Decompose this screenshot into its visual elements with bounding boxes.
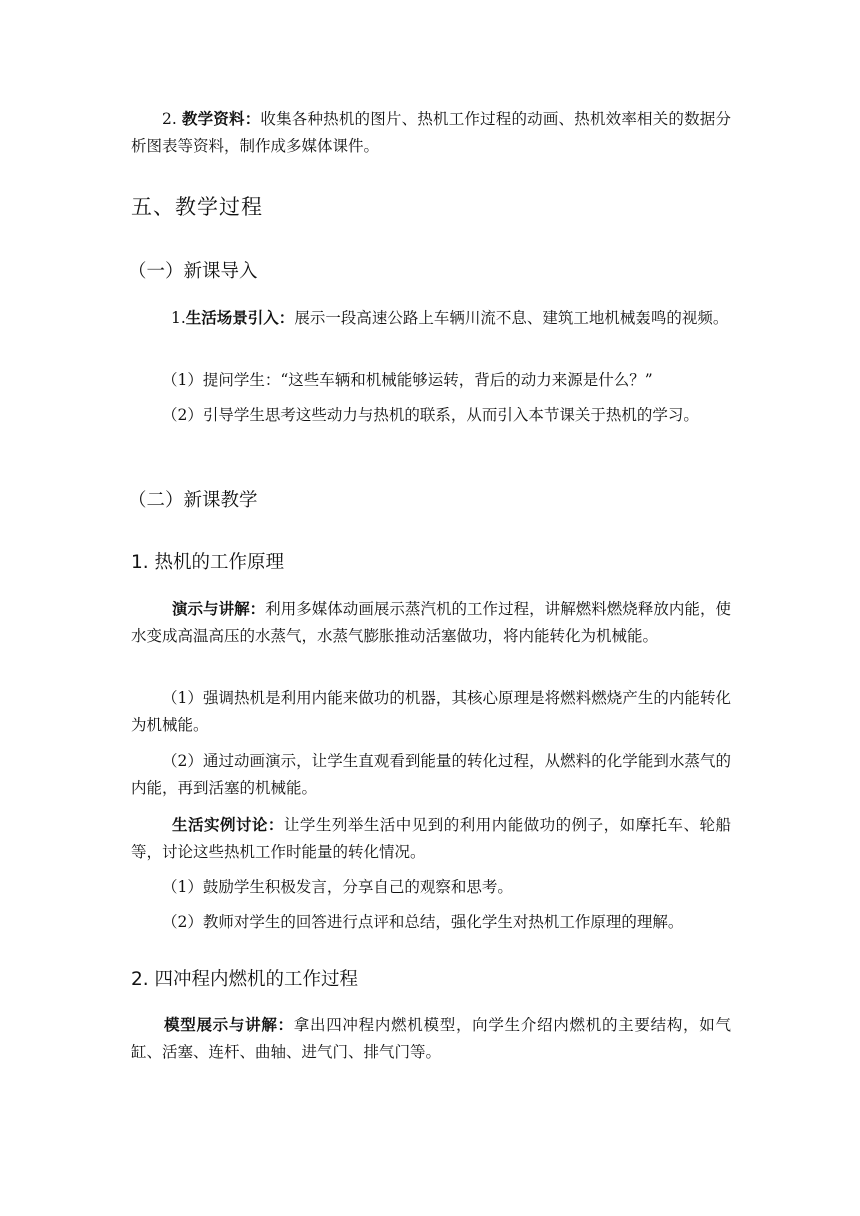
paragraph-teacher-review-2: （2）教师对学生的回答进行点评和总结，强化学生对热机工作原理的理解。 <box>162 913 684 931</box>
subheading-new-lesson: （二）新课教学 <box>128 490 258 511</box>
section-heading-teaching-process: 五、教学过程 <box>131 195 263 219</box>
paragraph-text: 展示一段高速公路上车辆川流不息、建筑工地机械轰鸣的视频。 <box>294 309 729 327</box>
paragraph-emphasize-1: （1）强调热机是利用内能来做功的机器，其核心原理是将燃料燃烧产生的内能转化为机械能。 <box>131 689 731 734</box>
paragraph-model-display <box>131 1011 731 1066</box>
bold-lead: 生活实例讨论： <box>172 815 284 834</box>
item-number: 1. <box>171 309 186 327</box>
paragraph-question-1: （1）提问学生：“这些车辆和机械能够运转，背后的动力来源是什么？” <box>162 371 653 389</box>
paragraph-text: 收集各种热机的图片、热机工作过程的动画、热机效率相关的数据分析图表等资料，制作成多媒体课件。 <box>131 110 731 155</box>
bold-lead: 生活场景引入： <box>185 308 295 327</box>
subheading-working-principle: 1. 热机的工作原理 <box>131 552 285 573</box>
paragraph-demo-explain <box>131 595 731 650</box>
item-number: 2. <box>162 110 182 128</box>
bold-lead: 教学资料： <box>181 109 261 128</box>
paragraph-encourage-1: （1）鼓励学生积极发言，分享自己的观察和思考。 <box>162 878 513 896</box>
paragraph-animation-2: （2）通过动画演示，让学生直观看到能量的转化过程，从燃料的化学能到水蒸气的内能，再到活塞的机械能。 <box>131 752 731 797</box>
subheading-four-stroke: 2. 四冲程内燃机的工作过程 <box>131 969 359 990</box>
bold-lead: 模型展示与讲解： <box>164 1015 294 1034</box>
subheading-intro: （一）新课导入 <box>128 261 258 282</box>
paragraph-text: 利用多媒体动画展示蒸汽机的工作过程，讲解燃料燃烧释放内能，使水变成高温高压的水蒸气，水蒸气膨胀推动活塞做功，将内能转化为机械能。 <box>131 600 731 645</box>
paragraph-teaching-materials <box>131 105 731 160</box>
paragraph-life-examples <box>131 811 731 866</box>
bold-lead: 演示与讲解： <box>172 599 266 618</box>
paragraph-text: 让学生列举生活中见到的利用内能做功的例子，如摩托车、轮船等，讨论这些热机工作时能量的转化情况。 <box>131 816 731 861</box>
paragraph-text: 拿出四冲程内燃机模型，向学生介绍内燃机的主要结构，如气缸、活塞、连杆、曲轴、进气门、排气门等。 <box>131 1016 731 1061</box>
paragraph-life-scene <box>131 304 731 332</box>
paragraph-guide-2: （2）引导学生思考这些动力与热机的联系，从而引入本节课关于热机的学习。 <box>162 406 699 424</box>
